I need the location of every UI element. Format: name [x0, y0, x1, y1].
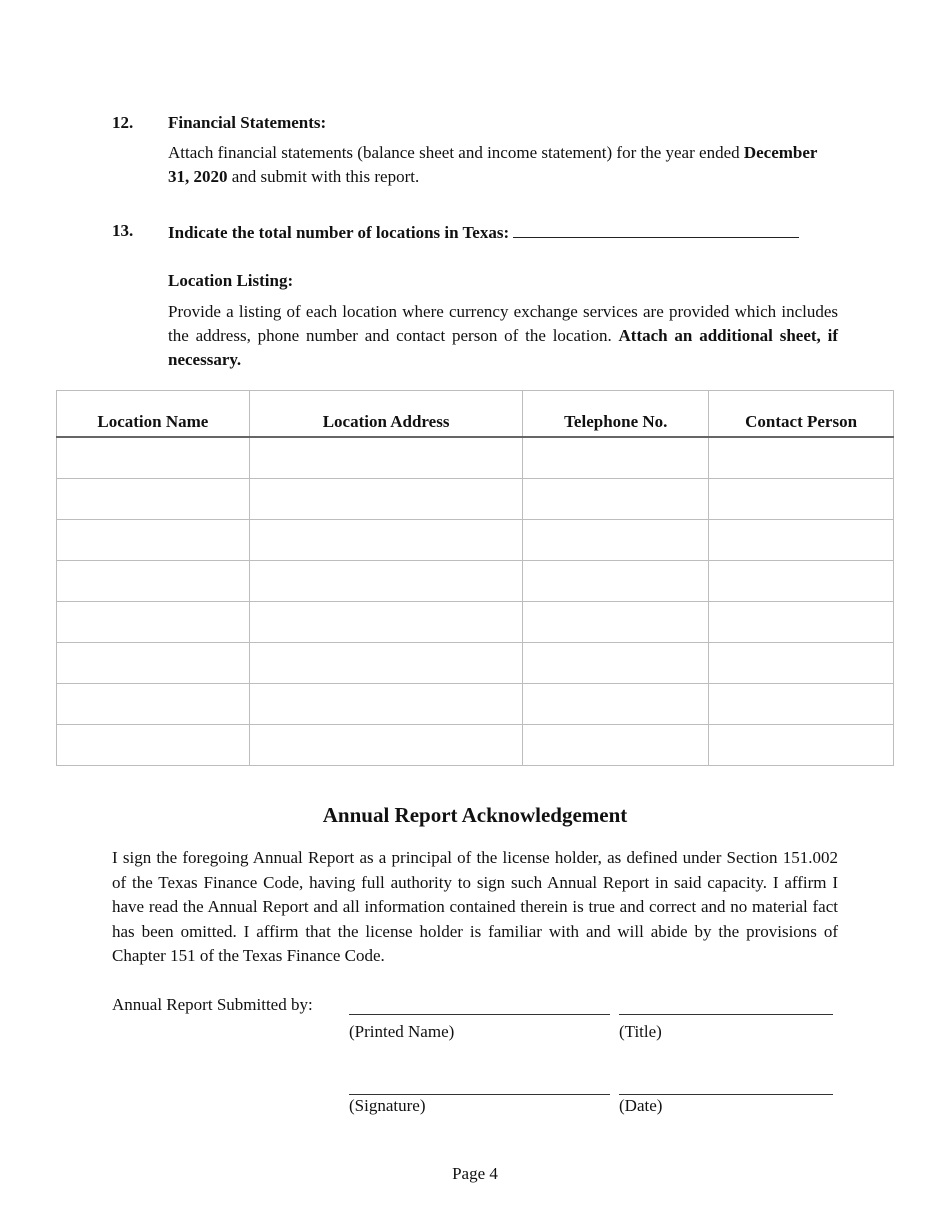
table-row [57, 520, 894, 561]
section-12-text [168, 141, 838, 189]
printed-name-line[interactable] [349, 1014, 610, 1015]
table-cell[interactable] [709, 479, 894, 520]
table-cell[interactable] [523, 602, 709, 643]
table-cell[interactable] [709, 520, 894, 561]
title-caption: (Title) [619, 1022, 662, 1041]
header-location-address: Location Address [249, 391, 523, 438]
table-cell[interactable] [523, 561, 709, 602]
table-cell[interactable] [523, 520, 709, 561]
table-cell[interactable] [57, 725, 250, 766]
section-12-number: 12. [112, 113, 134, 132]
table-cell[interactable] [523, 479, 709, 520]
table-cell[interactable] [57, 643, 250, 684]
table-cell[interactable] [709, 437, 894, 479]
acknowledgement-title: Annual Report Acknowledgement [322, 803, 628, 827]
table-cell[interactable] [709, 684, 894, 725]
table-row [57, 643, 894, 684]
location-listing-heading: Location Listing: [168, 271, 294, 290]
location-table-header [57, 391, 894, 438]
table-cell[interactable] [709, 725, 894, 766]
table-cell[interactable] [709, 561, 894, 602]
page-number: Page 4 [452, 1164, 498, 1183]
table-cell[interactable] [523, 725, 709, 766]
header-location-name: Location Name [57, 391, 250, 438]
table-cell[interactable] [57, 684, 250, 725]
table-cell[interactable] [249, 561, 523, 602]
location-table [56, 390, 894, 766]
table-cell[interactable] [249, 479, 523, 520]
date-line[interactable] [619, 1094, 833, 1095]
location-listing-text [168, 300, 838, 372]
table-cell[interactable] [57, 602, 250, 643]
table-cell[interactable] [523, 684, 709, 725]
table-cell[interactable] [57, 561, 250, 602]
table-cell[interactable] [523, 437, 709, 479]
table-row [57, 684, 894, 725]
table-row [57, 725, 894, 766]
table-cell[interactable] [249, 602, 523, 643]
printed-name-caption: (Printed Name) [349, 1022, 455, 1041]
section-12-text-before: Attach financial statements (balance sheet and income statement) for the year ended [168, 143, 744, 162]
location-listing-instructions: Provide a listing of each location where currency exchange services are provided which includes the address, phone number and contact person of the location. [168, 302, 838, 345]
section-12-text-after: and submit with this report. [227, 167, 420, 186]
table-cell[interactable] [57, 437, 250, 479]
signature-line[interactable] [349, 1094, 610, 1095]
section-13-number: 13. [112, 221, 134, 240]
table-cell[interactable] [249, 725, 523, 766]
date-caption: (Date) [619, 1096, 663, 1115]
section-13-question-row [168, 221, 838, 243]
table-cell[interactable] [249, 437, 523, 479]
table-row [57, 602, 894, 643]
section-12-date: December 31, 2020 [168, 143, 818, 186]
table-cell[interactable] [709, 643, 894, 684]
table-cell[interactable] [249, 643, 523, 684]
location-listing-note: Attach an additional sheet, if necessary. [168, 326, 838, 369]
header-telephone: Telephone No. [523, 391, 709, 438]
table-cell[interactable] [249, 684, 523, 725]
table-cell[interactable] [57, 479, 250, 520]
title-line[interactable] [619, 1014, 833, 1015]
table-row [57, 561, 894, 602]
submitted-by-label: Annual Report Submitted by: [112, 995, 313, 1014]
table-cell[interactable] [249, 520, 523, 561]
signature-caption: (Signature) [349, 1096, 426, 1115]
table-cell[interactable] [709, 602, 894, 643]
section-13-question: Indicate the total number of locations in Texas: [168, 223, 510, 242]
acknowledgement-body: I sign the foregoing Annual Report as a principal of the license holder, as defined under Section 151.002 of the Texas Finance Code, having full authority to sign such Annual Report in said capacity. I affirm I have read the Annual Report and all information contained therein is true and correct and no material fact has been omitted. I affirm that the license holder is familiar with and will abide by the provisions of Chapter 151 of the Texas Finance Code. [112, 848, 838, 966]
header-contact-person: Contact Person [709, 391, 894, 438]
table-row [57, 479, 894, 520]
table-cell[interactable] [57, 520, 250, 561]
section-12-heading: Financial Statements: [168, 113, 327, 132]
table-row [57, 437, 894, 479]
table-cell[interactable] [523, 643, 709, 684]
locations-count-field[interactable] [513, 221, 799, 238]
